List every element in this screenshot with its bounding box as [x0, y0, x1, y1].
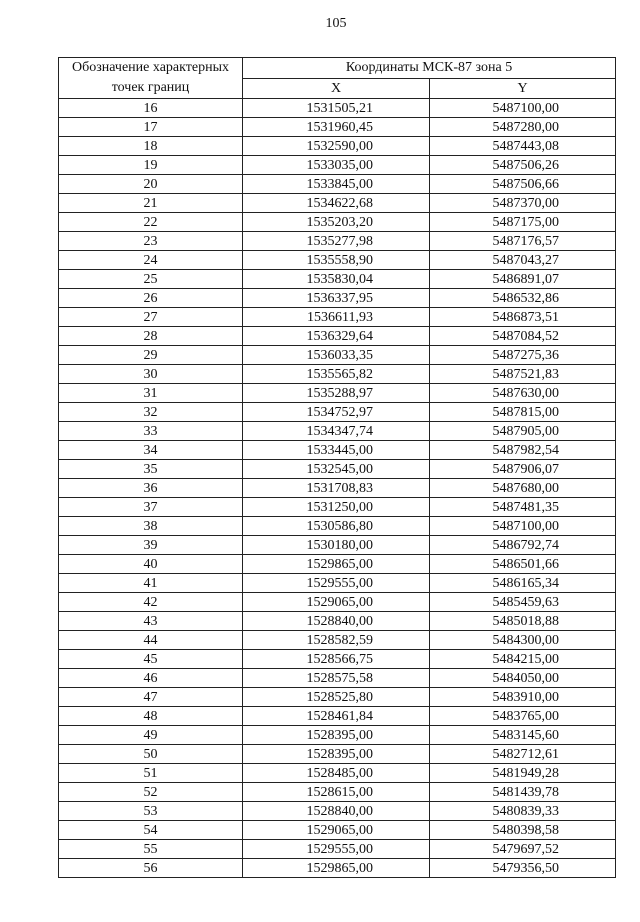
x-coordinate-cell: 1531708,83 — [243, 479, 430, 498]
y-coordinate-cell: 5487680,00 — [430, 479, 616, 498]
y-coordinate-cell: 5487100,00 — [430, 99, 616, 118]
point-number-cell: 20 — [59, 175, 243, 194]
x-coordinate-cell: 1536337,95 — [243, 289, 430, 308]
x-coordinate-cell: 1528575,58 — [243, 669, 430, 688]
x-coordinate-cell: 1530180,00 — [243, 536, 430, 555]
x-coordinate-cell: 1529555,00 — [243, 574, 430, 593]
x-coordinate-cell: 1528566,75 — [243, 650, 430, 669]
point-number-cell: 50 — [59, 745, 243, 764]
x-coordinate-cell: 1529865,00 — [243, 555, 430, 574]
point-number-cell: 19 — [59, 156, 243, 175]
point-number-cell: 37 — [59, 498, 243, 517]
y-coordinate-cell: 5480398,58 — [430, 821, 616, 840]
x-coordinate-cell: 1536329,64 — [243, 327, 430, 346]
x-coordinate-cell: 1528461,84 — [243, 707, 430, 726]
table-row — [59, 156, 616, 175]
point-number-cell: 38 — [59, 517, 243, 536]
x-coordinate-cell: 1528840,00 — [243, 802, 430, 821]
x-coordinate-cell: 1529065,00 — [243, 593, 430, 612]
table-row — [59, 859, 616, 878]
point-number-cell: 53 — [59, 802, 243, 821]
y-coordinate-cell: 5487905,00 — [430, 422, 616, 441]
table-row — [59, 802, 616, 821]
x-coordinate-cell: 1528840,00 — [243, 612, 430, 631]
page-number: 105 — [325, 16, 347, 31]
y-coordinate-cell: 5483910,00 — [430, 688, 616, 707]
y-coordinate-cell: 5487521,83 — [430, 365, 616, 384]
table-row — [59, 479, 616, 498]
y-coordinate-cell: 5486501,66 — [430, 555, 616, 574]
table-row — [59, 726, 616, 745]
x-coordinate-cell: 1532590,00 — [243, 137, 430, 156]
x-coordinate-cell: 1531960,45 — [243, 118, 430, 137]
x-coordinate-cell: 1528525,80 — [243, 688, 430, 707]
x-coordinate-cell: 1535565,82 — [243, 365, 430, 384]
y-coordinate-cell: 5487443,08 — [430, 137, 616, 156]
y-coordinate-cell: 5487506,66 — [430, 175, 616, 194]
point-number-cell: 49 — [59, 726, 243, 745]
x-coordinate-cell: 1534622,68 — [243, 194, 430, 213]
y-coordinate-cell: 5481439,78 — [430, 783, 616, 802]
y-coordinate-cell: 5483765,00 — [430, 707, 616, 726]
point-number-cell: 51 — [59, 764, 243, 783]
y-coordinate-cell: 5487370,00 — [430, 194, 616, 213]
x-coordinate-cell: 1533445,00 — [243, 441, 430, 460]
y-coordinate-cell: 5484050,00 — [430, 669, 616, 688]
x-coordinate-cell: 1534347,74 — [243, 422, 430, 441]
x-coordinate-cell: 1535830,04 — [243, 270, 430, 289]
y-coordinate-cell: 5487100,00 — [430, 517, 616, 536]
point-number-cell: 22 — [59, 213, 243, 232]
x-coordinate-cell: 1528615,00 — [243, 783, 430, 802]
table-row — [59, 555, 616, 574]
point-number-cell: 40 — [59, 555, 243, 574]
y-coordinate-cell: 5487481,35 — [430, 498, 616, 517]
y-coordinate-cell: 5487176,57 — [430, 232, 616, 251]
x-coordinate-cell: 1533035,00 — [243, 156, 430, 175]
point-number-cell: 36 — [59, 479, 243, 498]
table-row — [59, 422, 616, 441]
y-coordinate-cell: 5484300,00 — [430, 631, 616, 650]
table-row — [59, 821, 616, 840]
point-number-cell: 43 — [59, 612, 243, 631]
table-row — [59, 403, 616, 422]
y-coordinate-cell: 5479697,52 — [430, 840, 616, 859]
y-coordinate-cell: 5487043,27 — [430, 251, 616, 270]
x-coordinate-cell: 1535203,20 — [243, 213, 430, 232]
table-row — [59, 688, 616, 707]
table-row — [59, 460, 616, 479]
table-row — [59, 593, 616, 612]
y-coordinate-cell: 5487084,52 — [430, 327, 616, 346]
point-number-cell: 21 — [59, 194, 243, 213]
header-y: Y — [430, 78, 616, 99]
y-coordinate-cell: 5486792,74 — [430, 536, 616, 555]
y-coordinate-cell: 5479356,50 — [430, 859, 616, 878]
point-number-cell: 31 — [59, 384, 243, 403]
point-number-cell: 45 — [59, 650, 243, 669]
x-coordinate-cell: 1535277,98 — [243, 232, 430, 251]
table-body — [59, 99, 616, 878]
table-row — [59, 137, 616, 156]
header-coordinates: Координаты МСК-87 зона 5 — [243, 58, 616, 79]
table-row — [59, 118, 616, 137]
y-coordinate-cell: 5486532,86 — [430, 289, 616, 308]
x-coordinate-cell: 1535288,97 — [243, 384, 430, 403]
y-coordinate-cell: 5482712,61 — [430, 745, 616, 764]
x-coordinate-cell: 1534752,97 — [243, 403, 430, 422]
coordinates-table — [58, 57, 616, 878]
x-coordinate-cell: 1528485,00 — [243, 764, 430, 783]
point-number-cell: 26 — [59, 289, 243, 308]
point-number-cell: 55 — [59, 840, 243, 859]
point-number-cell: 29 — [59, 346, 243, 365]
y-coordinate-cell: 5487275,36 — [430, 346, 616, 365]
point-number-cell: 52 — [59, 783, 243, 802]
y-coordinate-cell: 5487630,00 — [430, 384, 616, 403]
table-row — [59, 631, 616, 650]
x-coordinate-cell: 1532545,00 — [243, 460, 430, 479]
y-coordinate-cell: 5487815,00 — [430, 403, 616, 422]
x-coordinate-cell: 1529555,00 — [243, 840, 430, 859]
x-coordinate-cell: 1528395,00 — [243, 726, 430, 745]
y-coordinate-cell: 5481949,28 — [430, 764, 616, 783]
x-coordinate-cell: 1536033,35 — [243, 346, 430, 365]
table-row — [59, 745, 616, 764]
y-coordinate-cell: 5480839,33 — [430, 802, 616, 821]
y-coordinate-cell: 5486165,34 — [430, 574, 616, 593]
x-coordinate-cell: 1531505,21 — [243, 99, 430, 118]
y-coordinate-cell: 5487506,26 — [430, 156, 616, 175]
table-row — [59, 251, 616, 270]
y-coordinate-cell: 5486873,51 — [430, 308, 616, 327]
table-row — [59, 99, 616, 118]
table-row — [59, 175, 616, 194]
table-row — [59, 498, 616, 517]
point-number-cell: 16 — [59, 99, 243, 118]
y-coordinate-cell: 5487175,00 — [430, 213, 616, 232]
x-coordinate-cell: 1530586,80 — [243, 517, 430, 536]
table-row — [59, 194, 616, 213]
table-row — [59, 612, 616, 631]
table-row — [59, 213, 616, 232]
point-number-cell: 33 — [59, 422, 243, 441]
table-row — [59, 365, 616, 384]
point-number-cell: 48 — [59, 707, 243, 726]
point-number-cell: 44 — [59, 631, 243, 650]
point-number-cell: 23 — [59, 232, 243, 251]
table-row — [59, 764, 616, 783]
table-row — [59, 327, 616, 346]
table-row — [59, 270, 616, 289]
table-row — [59, 346, 616, 365]
point-number-cell: 24 — [59, 251, 243, 270]
point-number-cell: 54 — [59, 821, 243, 840]
point-number-cell: 28 — [59, 327, 243, 346]
y-coordinate-cell: 5483145,60 — [430, 726, 616, 745]
y-coordinate-cell: 5484215,00 — [430, 650, 616, 669]
table-row — [59, 536, 616, 555]
point-number-cell: 47 — [59, 688, 243, 707]
point-number-cell: 25 — [59, 270, 243, 289]
x-coordinate-cell: 1528582,59 — [243, 631, 430, 650]
x-coordinate-cell: 1533845,00 — [243, 175, 430, 194]
table-row — [59, 574, 616, 593]
y-coordinate-cell: 5486891,07 — [430, 270, 616, 289]
y-coordinate-cell: 5485459,63 — [430, 593, 616, 612]
y-coordinate-cell: 5485018,88 — [430, 612, 616, 631]
x-coordinate-cell: 1536611,93 — [243, 308, 430, 327]
table-row — [59, 517, 616, 536]
table-row — [59, 840, 616, 859]
point-number-cell: 46 — [59, 669, 243, 688]
x-coordinate-cell: 1535558,90 — [243, 251, 430, 270]
point-number-cell: 18 — [59, 137, 243, 156]
point-number-cell: 35 — [59, 460, 243, 479]
x-coordinate-cell: 1529065,00 — [243, 821, 430, 840]
x-coordinate-cell: 1531250,00 — [243, 498, 430, 517]
table-row — [59, 289, 616, 308]
point-number-cell: 42 — [59, 593, 243, 612]
header-point-designation: Обозначение характерных точек границ — [59, 58, 243, 99]
table-row — [59, 669, 616, 688]
point-number-cell: 56 — [59, 859, 243, 878]
point-number-cell: 32 — [59, 403, 243, 422]
table-row — [59, 707, 616, 726]
y-coordinate-cell: 5487280,00 — [430, 118, 616, 137]
table-row — [59, 384, 616, 403]
table-row — [59, 783, 616, 802]
table-row — [59, 308, 616, 327]
point-number-cell: 39 — [59, 536, 243, 555]
table-row — [59, 232, 616, 251]
point-number-cell: 34 — [59, 441, 243, 460]
point-number-cell: 27 — [59, 308, 243, 327]
table-row — [59, 441, 616, 460]
header-x: X — [243, 78, 430, 99]
y-coordinate-cell: 5487982,54 — [430, 441, 616, 460]
table-row — [59, 650, 616, 669]
point-number-cell: 17 — [59, 118, 243, 137]
x-coordinate-cell: 1529865,00 — [243, 859, 430, 878]
y-coordinate-cell: 5487906,07 — [430, 460, 616, 479]
point-number-cell: 41 — [59, 574, 243, 593]
x-coordinate-cell: 1528395,00 — [243, 745, 430, 764]
point-number-cell: 30 — [59, 365, 243, 384]
